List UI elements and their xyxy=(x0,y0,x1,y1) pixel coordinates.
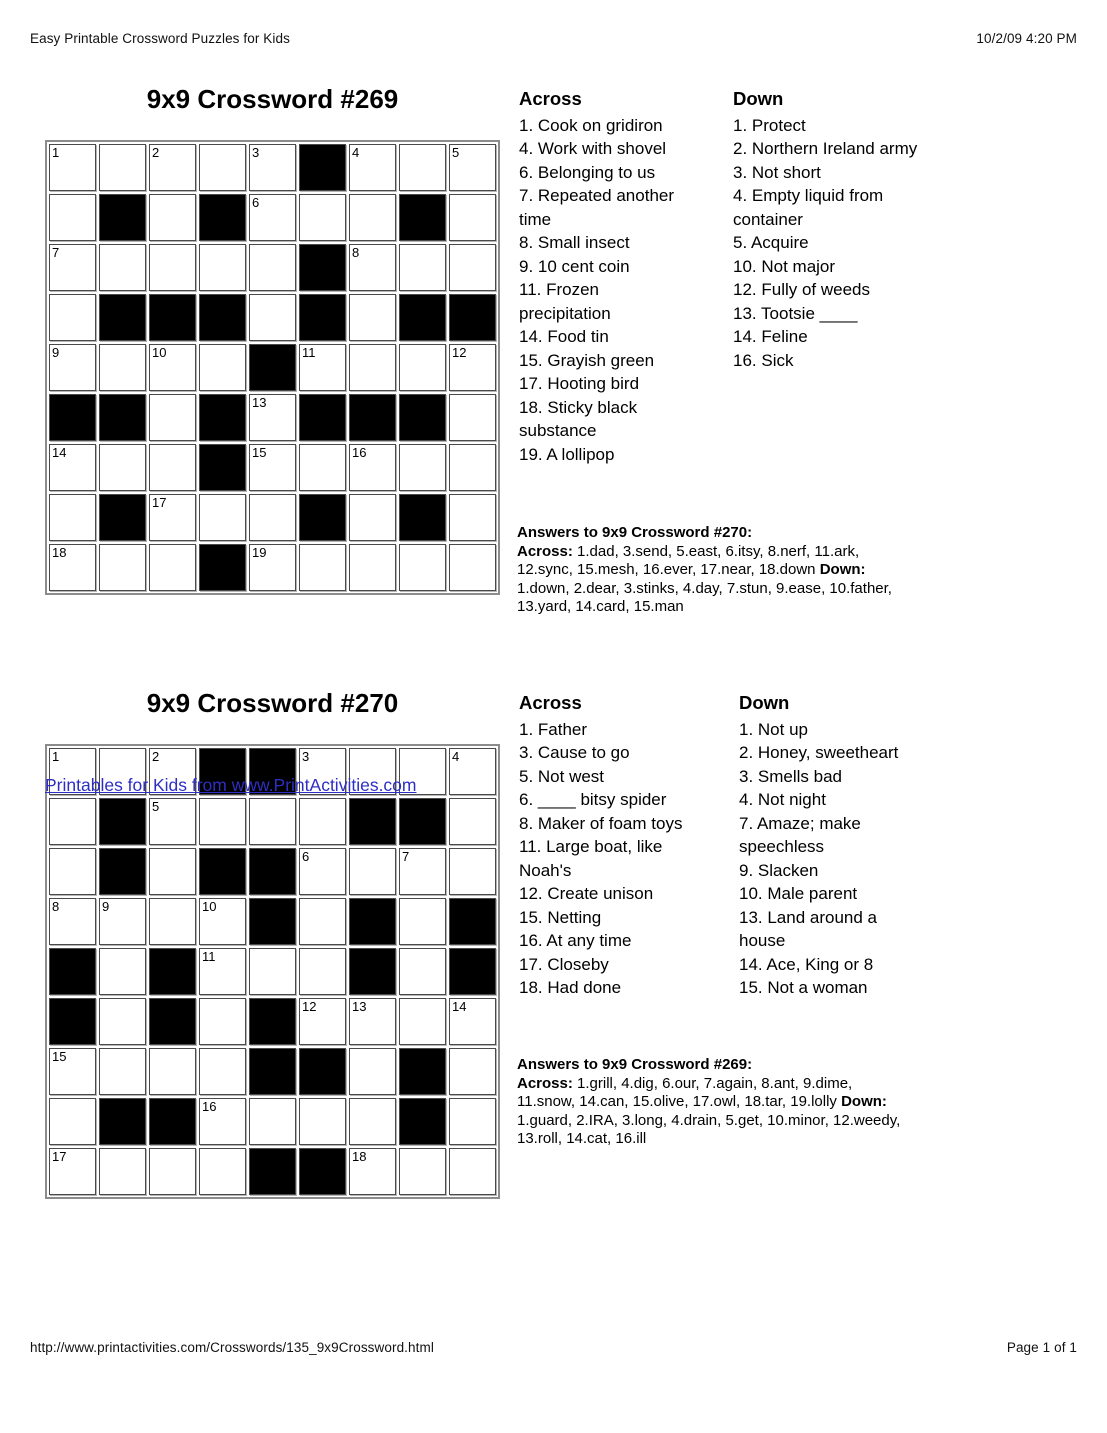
clue-line: 15. Not a woman xyxy=(739,978,868,997)
clue-line: 4. Work with shovel xyxy=(519,139,667,158)
grid-cell xyxy=(199,144,246,191)
answers-line xyxy=(517,1130,987,1149)
grid-cell xyxy=(99,344,146,391)
cell-number: 13 xyxy=(352,999,367,1014)
cell-number: 3 xyxy=(302,749,310,764)
grid-cell-black xyxy=(349,394,396,441)
grid-cell xyxy=(349,848,396,895)
grid-cell xyxy=(199,1098,246,1145)
cell-number: 3 xyxy=(252,145,260,160)
cell-number: 5 xyxy=(152,799,160,814)
grid-cell-black xyxy=(249,998,296,1045)
grid-cell xyxy=(249,194,296,241)
clue-line: 12. Create unison xyxy=(519,884,654,903)
clue-line: 16. At any time xyxy=(519,931,632,950)
grid-cell xyxy=(199,1148,246,1195)
grid-cell xyxy=(349,444,396,491)
grid-cell xyxy=(449,798,496,845)
clue-line: 9. 10 cent coin xyxy=(519,256,630,276)
cell-number: 12 xyxy=(452,345,467,360)
grid-cell xyxy=(49,1048,96,1095)
grid-cell-black xyxy=(49,998,96,1045)
clue-line: 14. Ace, King or 8 xyxy=(739,954,874,974)
grid-cell xyxy=(349,1048,396,1095)
clues-269-down xyxy=(733,87,933,372)
print-header-title: Easy Printable Crossword Puzzles for Kids xyxy=(30,31,290,46)
grid-cell xyxy=(249,494,296,541)
grid-cell xyxy=(49,444,96,491)
across-clue-list xyxy=(519,718,699,1000)
cell-number: 15 xyxy=(52,1049,67,1064)
clue-line: 10. Not major xyxy=(733,256,836,276)
grid-cell xyxy=(149,898,196,945)
answers-text xyxy=(517,543,987,617)
cell-number: 2 xyxy=(152,749,160,764)
clue-line: 3. Cause to go xyxy=(519,743,630,762)
grid-cell xyxy=(149,344,196,391)
cell-number: 1 xyxy=(52,749,60,764)
clue-line: 19. A lollipop xyxy=(519,444,615,464)
grid-cell xyxy=(49,898,96,945)
cell-number: 11 xyxy=(302,345,316,360)
grid-cell-black xyxy=(99,798,146,845)
grid-cell xyxy=(49,344,96,391)
grid-cell xyxy=(449,244,496,291)
clue-line: 12. Fully of weeds xyxy=(733,280,871,299)
grid-cell xyxy=(149,1148,196,1195)
grid-cell xyxy=(149,194,196,241)
clue-line: 13. Tootsie ____ xyxy=(733,303,858,323)
cell-number: 15 xyxy=(252,445,267,460)
grid-cell xyxy=(149,144,196,191)
grid-cell-black xyxy=(299,394,346,441)
clue-line: 10. Male parent xyxy=(739,884,858,903)
across-header: Across xyxy=(519,692,582,713)
cell-number: 13 xyxy=(252,395,267,410)
grid-cell xyxy=(249,144,296,191)
cell-number: 5 xyxy=(452,145,460,160)
cell-number: 10 xyxy=(152,345,167,360)
grid-cell-black xyxy=(449,294,496,341)
grid-cell xyxy=(399,544,446,591)
grid-cell-black xyxy=(199,848,246,895)
clue-line: 13. Land around a house xyxy=(739,907,878,950)
clue-line: 9. Slacken xyxy=(739,860,819,880)
answers-segment: Down: xyxy=(819,561,866,578)
cell-number: 2 xyxy=(152,145,160,160)
cell-number: 9 xyxy=(52,345,60,360)
grid-cell xyxy=(49,544,96,591)
cell-number: 18 xyxy=(352,1149,367,1164)
grid-cell-black xyxy=(149,294,196,341)
grid-cell xyxy=(449,1098,496,1145)
grid-cell-black xyxy=(349,898,396,945)
grid-cell xyxy=(49,244,96,291)
grid-cell xyxy=(399,244,446,291)
grid-cell xyxy=(149,848,196,895)
cell-number: 8 xyxy=(52,899,60,914)
grid-cell xyxy=(149,244,196,291)
grid-cell xyxy=(349,194,396,241)
grid-cell xyxy=(99,948,146,995)
answers-line xyxy=(517,1112,987,1131)
clue-line: 7. Amaze; make speechless xyxy=(739,813,861,856)
grid-cell xyxy=(299,898,346,945)
answers-line xyxy=(517,561,987,580)
grid-cell xyxy=(249,294,296,341)
grid-cell-black xyxy=(149,1098,196,1145)
grid-cell xyxy=(449,194,496,241)
cell-number: 4 xyxy=(352,145,360,160)
grid-cell xyxy=(249,948,296,995)
grid-cell xyxy=(299,798,346,845)
cell-number: 12 xyxy=(302,999,317,1014)
grid-cell xyxy=(149,544,196,591)
answers-segment: 1.guard, 2.IRA, 3.long, 4.drain, 5.get, 10.minor, 12.weedy, xyxy=(517,1111,901,1129)
grid-cell xyxy=(299,544,346,591)
grid-cell-black xyxy=(349,798,396,845)
grid-cell-black xyxy=(299,144,346,191)
puzzle-269-title: 9x9 Crossword #269 xyxy=(146,84,399,114)
answers-title: Answers to 9x9 Crossword #270: xyxy=(517,524,753,541)
grid-cell-black xyxy=(299,494,346,541)
grid-cell-black xyxy=(299,294,346,341)
grid-cell xyxy=(349,1098,396,1145)
grid-cell xyxy=(99,998,146,1045)
grid-cell xyxy=(449,544,496,591)
grid-cell xyxy=(199,494,246,541)
clue-line: 2. Northern Ireland army xyxy=(733,139,918,158)
cell-number: 14 xyxy=(52,445,67,460)
grid-cell xyxy=(349,494,396,541)
cell-number: 1 xyxy=(52,145,60,160)
grid-cell xyxy=(399,144,446,191)
grid-cell xyxy=(299,444,346,491)
grid-cell xyxy=(99,144,146,191)
grid-cell xyxy=(449,444,496,491)
clue-line: 15. Netting xyxy=(519,907,602,927)
grid-cell xyxy=(299,848,346,895)
grid-cell xyxy=(149,1048,196,1095)
grid-cell xyxy=(349,144,396,191)
grid-cell-black xyxy=(199,444,246,491)
clue-line: 17. Hooting bird xyxy=(519,374,640,393)
answers-block-270 xyxy=(517,524,987,617)
grid-cell-black xyxy=(449,948,496,995)
clue-line: 1. Cook on gridiron xyxy=(519,115,663,135)
grid-cell xyxy=(249,394,296,441)
grid-cell xyxy=(449,1048,496,1095)
grid-cell-black xyxy=(199,194,246,241)
grid-cell-black xyxy=(99,294,146,341)
cell-number: 16 xyxy=(352,445,367,460)
cell-number: 11 xyxy=(202,949,216,964)
answers-text xyxy=(517,1075,987,1149)
grid-cell-black xyxy=(249,848,296,895)
grid-cell-black xyxy=(449,898,496,945)
print-footer-page: Page 1 of 1 xyxy=(1006,1340,1077,1355)
grid-cell-black xyxy=(399,394,446,441)
puzzle-270-title: 9x9 Crossword #270 xyxy=(146,688,399,718)
clue-line: 14. Feline xyxy=(733,327,808,346)
grid-cell-black xyxy=(399,1048,446,1095)
grid-cell-black xyxy=(49,948,96,995)
clue-line: 17. Closeby xyxy=(519,954,609,974)
clue-line: 7. Repeated another time xyxy=(519,186,675,229)
answers-segment: 13.roll, 14.cat, 16.ill xyxy=(517,1130,647,1147)
clue-line: 11. Large boat, like Noah's xyxy=(519,837,663,880)
grid-cell xyxy=(149,494,196,541)
grid-cell xyxy=(249,244,296,291)
grid-cell xyxy=(349,344,396,391)
clue-line: 8. Maker of foam toys xyxy=(519,813,683,833)
clue-line: 8. Small insect xyxy=(519,233,630,252)
grid-cell-black xyxy=(299,244,346,291)
grid-cell xyxy=(399,344,446,391)
clue-line: 14. Food tin xyxy=(519,327,609,346)
across-header: Across xyxy=(519,88,582,109)
grid-cell xyxy=(449,144,496,191)
clue-line: 1. Protect xyxy=(733,115,806,135)
grid-cell-black xyxy=(399,798,446,845)
grid-cell xyxy=(49,294,96,341)
answers-segment: Down: xyxy=(841,1093,887,1110)
down-clue-list xyxy=(739,718,911,1000)
grid-cell-black xyxy=(149,948,196,995)
cell-number: 10 xyxy=(202,899,217,914)
grid-cell xyxy=(99,444,146,491)
grid-cell-black xyxy=(99,1098,146,1145)
cell-number: 4 xyxy=(452,749,460,764)
grid-cell xyxy=(49,1098,96,1145)
grid-cell-black xyxy=(99,194,146,241)
grid-cell-black xyxy=(349,948,396,995)
grid-cell xyxy=(249,1098,296,1145)
grid-cell xyxy=(449,748,496,795)
grid-cell-black xyxy=(399,494,446,541)
grid-cell xyxy=(49,1148,96,1195)
grid-cell-black xyxy=(399,294,446,341)
cell-number: 16 xyxy=(202,1099,217,1114)
grid-cell xyxy=(199,898,246,945)
grid-cell xyxy=(149,444,196,491)
grid-cell xyxy=(199,244,246,291)
answers-block-269 xyxy=(517,1056,987,1149)
grid-cell xyxy=(449,848,496,895)
grid-cell-black xyxy=(199,394,246,441)
grid-cell xyxy=(299,194,346,241)
answers-line xyxy=(517,580,987,599)
answers-line xyxy=(517,1075,987,1094)
grid-cell xyxy=(149,798,196,845)
down-header: Down xyxy=(733,88,784,109)
answers-segment: 1.dad, 3.send, 5.east, 6.itsy, 8.nerf, 11.ark, xyxy=(572,542,860,560)
grid-cell xyxy=(199,998,246,1045)
grid-cell xyxy=(249,444,296,491)
grid-cell-black xyxy=(199,294,246,341)
down-clue-list xyxy=(733,114,933,373)
answers-line xyxy=(517,598,987,617)
grid-cell-black xyxy=(399,194,446,241)
grid-cell xyxy=(49,144,96,191)
cell-number: 8 xyxy=(352,245,360,260)
printactivities-link[interactable]: Printables for Kids from www.PrintActivities.com xyxy=(45,775,417,795)
grid-cell xyxy=(349,998,396,1045)
answers-segment: Across: xyxy=(517,1074,573,1092)
grid-cell xyxy=(299,344,346,391)
answers-line xyxy=(517,543,987,562)
clue-line: 6. ____ bitsy spider xyxy=(519,790,667,809)
answers-segment: 1.down, 2.dear, 3.stinks, 4.day, 7.stun, 9.ease, 10.father, xyxy=(517,579,892,597)
clue-line: 18. Had done xyxy=(519,978,622,997)
clue-line: 3. Not short xyxy=(733,162,821,182)
answers-title: Answers to 9x9 Crossword #269: xyxy=(517,1056,753,1073)
print-footer-url: http://www.printactivities.com/Crosswords/135_9x9Crossword.html xyxy=(30,1340,434,1355)
grid-cell xyxy=(49,848,96,895)
grid-cell-black xyxy=(299,1148,346,1195)
grid-cell xyxy=(349,244,396,291)
grid-cell-black xyxy=(249,1148,296,1195)
grid-cell xyxy=(299,948,346,995)
crossword-grid-270 xyxy=(45,744,500,1199)
cell-number: 19 xyxy=(252,545,267,560)
answers-segment: 13.yard, 14.card, 15.man xyxy=(517,598,684,615)
grid-cell xyxy=(399,948,446,995)
cell-number: 17 xyxy=(152,495,167,510)
clue-line: 5. Acquire xyxy=(733,233,809,252)
grid-cell xyxy=(399,998,446,1045)
grid-cell xyxy=(449,494,496,541)
grid-cell xyxy=(99,1148,146,1195)
grid-cell xyxy=(99,1048,146,1095)
grid-cell xyxy=(199,1048,246,1095)
across-clue-list xyxy=(519,114,687,467)
clue-line: 2. Honey, sweetheart xyxy=(739,743,899,762)
grid-cell xyxy=(299,1098,346,1145)
down-header: Down xyxy=(739,692,790,713)
grid-cell-black xyxy=(49,394,96,441)
print-header-datetime: 10/2/09 4:20 PM xyxy=(976,31,1077,46)
clue-line: 16. Sick xyxy=(733,350,794,370)
grid-cell-black xyxy=(299,1048,346,1095)
crossword-grid-269 xyxy=(45,140,500,595)
answers-segment: Across: xyxy=(517,542,573,560)
grid-cell xyxy=(199,344,246,391)
grid-cell xyxy=(399,444,446,491)
grid-cell xyxy=(399,898,446,945)
clue-line: 11. Frozen precipitation xyxy=(519,280,611,323)
cell-number: 6 xyxy=(252,195,260,210)
clue-line: 4. Empty liquid from container xyxy=(733,186,884,229)
grid-cell-black xyxy=(149,998,196,1045)
clue-line: 4. Not night xyxy=(739,790,826,809)
grid-cell xyxy=(399,1148,446,1195)
grid-cell xyxy=(49,494,96,541)
grid-cell xyxy=(349,1148,396,1195)
clue-line: 3. Smells bad xyxy=(739,766,842,786)
grid-cell xyxy=(349,544,396,591)
grid-cell xyxy=(149,394,196,441)
grid-cell-black xyxy=(199,544,246,591)
clues-270-down xyxy=(739,691,911,1000)
clue-line: 6. Belonging to us xyxy=(519,162,656,182)
answers-segment: 12.sync, 15.mesh, 16.ever, 17.near, 18.down xyxy=(517,561,820,578)
grid-cell xyxy=(199,948,246,995)
grid-cell xyxy=(299,998,346,1045)
cell-number: 18 xyxy=(52,545,67,560)
grid-cell xyxy=(399,848,446,895)
grid-cell xyxy=(249,798,296,845)
answers-segment: 1.grill, 4.dig, 6.our, 7.again, 8.ant, 9.dime, xyxy=(572,1074,853,1092)
grid-cell-black xyxy=(99,848,146,895)
grid-cell xyxy=(49,798,96,845)
grid-cell xyxy=(349,294,396,341)
clues-269-across xyxy=(519,87,687,466)
cell-number: 7 xyxy=(402,849,410,864)
grid-cell-black xyxy=(249,898,296,945)
clues-270-across xyxy=(519,691,699,1000)
clue-line: 1. Father xyxy=(519,719,588,739)
grid-cell xyxy=(99,898,146,945)
grid-cell-black xyxy=(99,494,146,541)
answers-segment: 11.snow, 14.can, 15.olive, 17.owl, 18.tar, 19.lolly xyxy=(517,1093,842,1110)
grid-cell xyxy=(449,394,496,441)
answers-line xyxy=(517,1093,987,1112)
grid-cell xyxy=(99,244,146,291)
grid-cell xyxy=(99,544,146,591)
grid-cell-black xyxy=(249,344,296,391)
cell-number: 7 xyxy=(52,245,60,260)
grid-cell-black xyxy=(249,1048,296,1095)
grid-cell xyxy=(249,544,296,591)
grid-cell xyxy=(49,194,96,241)
clue-line: 18. Sticky black substance xyxy=(519,397,638,440)
cell-number: 6 xyxy=(302,849,310,864)
grid-cell xyxy=(449,998,496,1045)
grid-cell-black xyxy=(399,1098,446,1145)
clue-line: 1. Not up xyxy=(739,719,808,739)
grid-cell-black xyxy=(99,394,146,441)
clue-line: 5. Not west xyxy=(519,766,605,786)
grid-cell xyxy=(449,1148,496,1195)
grid-cell xyxy=(199,798,246,845)
cell-number: 9 xyxy=(102,899,110,914)
clue-line: 15. Grayish green xyxy=(519,350,655,370)
cell-number: 14 xyxy=(452,999,467,1014)
cell-number: 17 xyxy=(52,1149,67,1164)
grid-cell xyxy=(449,344,496,391)
